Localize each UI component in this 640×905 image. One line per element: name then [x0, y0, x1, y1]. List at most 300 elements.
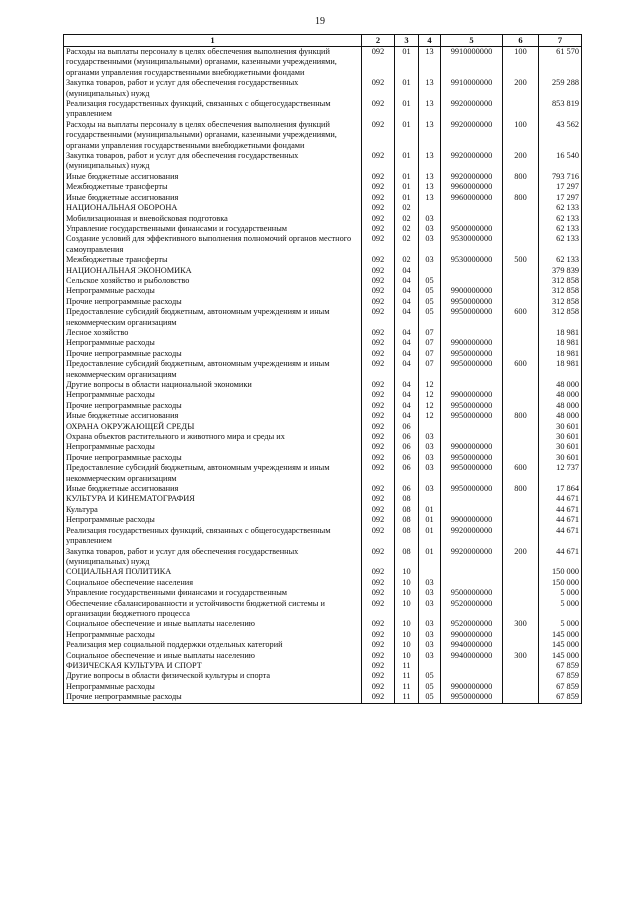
expense-type-code [503, 599, 539, 620]
amount: 62 133 [539, 255, 582, 265]
expense-type-code [503, 515, 539, 525]
amount: 18 981 [539, 359, 582, 380]
table-row [64, 182, 582, 192]
section-code: 10 [395, 588, 419, 598]
expense-type-code [503, 671, 539, 681]
expense-type-code [503, 214, 539, 224]
target-article-code: 9500000000 [441, 224, 503, 234]
table-row [64, 338, 582, 348]
table-row [64, 588, 582, 598]
section-code: 06 [395, 484, 419, 494]
row-name: Прочие непрограммные расходы [64, 453, 362, 463]
target-article-code: 9900000000 [441, 630, 503, 640]
subsection-code: 05 [419, 692, 441, 703]
section-code: 01 [395, 78, 419, 99]
amount: 379 839 [539, 266, 582, 276]
expense-type-code [503, 99, 539, 120]
table-row [64, 619, 582, 629]
section-code: 02 [395, 214, 419, 224]
amount: 43 562 [539, 120, 582, 151]
amount: 67 859 [539, 692, 582, 703]
row-name: Непрограммные расходы [64, 286, 362, 296]
row-name: Социальное обеспечение населения [64, 578, 362, 588]
section-code: 10 [395, 640, 419, 650]
section-code: 11 [395, 671, 419, 681]
expense-type-code [503, 682, 539, 692]
expense-type-code [503, 494, 539, 504]
row-name: Управление государственными финансами и государственным [64, 224, 362, 234]
table-row [64, 172, 582, 182]
table-row [64, 411, 582, 421]
amount: 145 000 [539, 640, 582, 650]
target-article-code: 9500000000 [441, 588, 503, 598]
dept-code: 092 [362, 349, 395, 359]
subsection-code: 03 [419, 588, 441, 598]
section-code: 08 [395, 505, 419, 515]
table-row [64, 380, 582, 390]
table-row [64, 661, 582, 671]
row-name: Предоставление субсидий бюджетным, автономным учреждениям и иным некоммерческим организациям [64, 359, 362, 380]
dept-code: 092 [362, 338, 395, 348]
expense-type-code: 600 [503, 463, 539, 484]
subsection-code: 13 [419, 78, 441, 99]
dept-code: 092 [362, 619, 395, 629]
target-article-code [441, 661, 503, 671]
row-name: Прочие непрограммные расходы [64, 349, 362, 359]
dept-code: 092 [362, 411, 395, 421]
target-article-code [441, 276, 503, 286]
amount: 17 297 [539, 182, 582, 192]
amount: 44 671 [539, 515, 582, 525]
expense-type-code: 200 [503, 151, 539, 172]
section-code: 04 [395, 266, 419, 276]
row-name: Закупка товаров, работ и услуг для обеспечения государственных (муниципальных) нужд [64, 151, 362, 172]
column-header: 3 [395, 35, 419, 47]
target-article-code: 9920000000 [441, 526, 503, 547]
section-code: 10 [395, 619, 419, 629]
section-code: 02 [395, 203, 419, 213]
row-name: Иные бюджетные ассигнования [64, 172, 362, 182]
table-row [64, 193, 582, 203]
subsection-code: 03 [419, 640, 441, 650]
target-article-code: 9900000000 [441, 515, 503, 525]
subsection-code: 03 [419, 651, 441, 661]
amount: 48 000 [539, 380, 582, 390]
table-row [64, 276, 582, 286]
expense-type-code [503, 692, 539, 703]
amount: 62 133 [539, 214, 582, 224]
amount: 5 000 [539, 588, 582, 598]
target-article-code: 9950000000 [441, 307, 503, 328]
subsection-code [419, 422, 441, 432]
expense-type-code: 200 [503, 547, 539, 568]
table-row [64, 484, 582, 494]
target-article-code [441, 505, 503, 515]
table-row [64, 682, 582, 692]
row-name: Культура [64, 505, 362, 515]
section-code: 10 [395, 599, 419, 620]
target-article-code: 9530000000 [441, 255, 503, 265]
table-row [64, 630, 582, 640]
amount: 67 859 [539, 661, 582, 671]
expense-type-code [503, 266, 539, 276]
row-name: Социальное обеспечение и иные выплаты населению [64, 651, 362, 661]
table-row [64, 401, 582, 411]
target-article-code: 9950000000 [441, 359, 503, 380]
dept-code: 092 [362, 401, 395, 411]
subsection-code: 01 [419, 526, 441, 547]
expense-type-code [503, 453, 539, 463]
table-row [64, 120, 582, 151]
subsection-code: 05 [419, 307, 441, 328]
expense-type-code: 800 [503, 193, 539, 203]
row-name: Закупка товаров, работ и услуг для обеспечения государственных (муниципальных) нужд [64, 78, 362, 99]
dept-code: 092 [362, 505, 395, 515]
table-row [64, 78, 582, 99]
dept-code: 092 [362, 151, 395, 172]
section-code: 10 [395, 651, 419, 661]
dept-code: 092 [362, 203, 395, 213]
section-code: 10 [395, 630, 419, 640]
table-row [64, 671, 582, 681]
section-code: 04 [395, 359, 419, 380]
subsection-code: 13 [419, 47, 441, 79]
expense-type-code [503, 224, 539, 234]
dept-code: 092 [362, 255, 395, 265]
expense-type-code: 100 [503, 120, 539, 151]
amount: 5 000 [539, 599, 582, 620]
expense-type-code [503, 442, 539, 452]
section-code: 08 [395, 526, 419, 547]
amount: 67 859 [539, 682, 582, 692]
row-name: Управление государственными финансами и государственным [64, 588, 362, 598]
table-row [64, 307, 582, 328]
expense-type-code [503, 588, 539, 598]
table-row [64, 463, 582, 484]
subsection-code: 13 [419, 120, 441, 151]
table-row [64, 99, 582, 120]
section-code: 02 [395, 224, 419, 234]
target-article-code: 9520000000 [441, 599, 503, 620]
target-article-code: 9960000000 [441, 182, 503, 192]
expense-type-code: 800 [503, 484, 539, 494]
expense-type-code: 200 [503, 78, 539, 99]
target-article-code: 9900000000 [441, 286, 503, 296]
dept-code: 092 [362, 682, 395, 692]
dept-code: 092 [362, 120, 395, 151]
amount: 18 981 [539, 349, 582, 359]
target-article-code: 9920000000 [441, 120, 503, 151]
row-name: ФИЗИЧЕСКАЯ КУЛЬТУРА И СПОРТ [64, 661, 362, 671]
target-article-code [441, 578, 503, 588]
row-name: ОХРАНА ОКРУЖАЮЩЕЙ СРЕДЫ [64, 422, 362, 432]
section-code: 04 [395, 307, 419, 328]
target-article-code [441, 380, 503, 390]
expense-type-code [503, 203, 539, 213]
row-name: Реализация государственных функций, связанных с общегосударственным управлением [64, 99, 362, 120]
row-name: НАЦИОНАЛЬНАЯ ЭКОНОМИКА [64, 266, 362, 276]
dept-code: 092 [362, 276, 395, 286]
subsection-code: 05 [419, 682, 441, 692]
subsection-code: 13 [419, 193, 441, 203]
target-article-code: 9900000000 [441, 338, 503, 348]
table-row [64, 286, 582, 296]
row-name: Расходы на выплаты персоналу в целях обеспечения выполнения функций государственными (муниципальными) органами, казенными учреждениями, органами управления государственными внебюджетными фондами [64, 47, 362, 79]
dept-code: 092 [362, 78, 395, 99]
table-row [64, 328, 582, 338]
table-row [64, 453, 582, 463]
expense-type-code: 800 [503, 172, 539, 182]
amount: 312 858 [539, 307, 582, 328]
section-code: 04 [395, 286, 419, 296]
dept-code: 092 [362, 297, 395, 307]
target-article-code: 9900000000 [441, 682, 503, 692]
row-name: Межбюджетные трансферты [64, 255, 362, 265]
amount: 30 601 [539, 432, 582, 442]
section-code: 06 [395, 422, 419, 432]
target-article-code: 9910000000 [441, 78, 503, 99]
section-code: 06 [395, 453, 419, 463]
target-article-code: 9940000000 [441, 651, 503, 661]
table-header-row [64, 35, 582, 47]
expense-type-code [503, 567, 539, 577]
section-code: 01 [395, 193, 419, 203]
dept-code: 092 [362, 99, 395, 120]
dept-code: 092 [362, 266, 395, 276]
dept-code: 092 [362, 671, 395, 681]
amount: 312 858 [539, 297, 582, 307]
target-article-code [441, 203, 503, 213]
target-article-code [441, 567, 503, 577]
dept-code: 092 [362, 47, 395, 79]
section-code: 11 [395, 661, 419, 671]
table-row [64, 255, 582, 265]
dept-code: 092 [362, 286, 395, 296]
row-name: Непрограммные расходы [64, 630, 362, 640]
expense-type-code [503, 297, 539, 307]
row-name: Иные бюджетные ассигнования [64, 193, 362, 203]
subsection-code [419, 266, 441, 276]
row-name: Непрограммные расходы [64, 390, 362, 400]
table-row [64, 578, 582, 588]
expense-type-code [503, 661, 539, 671]
subsection-code: 07 [419, 359, 441, 380]
table-row [64, 349, 582, 359]
amount: 17 297 [539, 193, 582, 203]
target-article-code: 9950000000 [441, 411, 503, 421]
amount: 67 859 [539, 671, 582, 681]
expense-type-code [503, 630, 539, 640]
section-code: 06 [395, 442, 419, 452]
section-code: 06 [395, 432, 419, 442]
subsection-code [419, 203, 441, 213]
column-header: 7 [539, 35, 582, 47]
row-name: Непрограммные расходы [64, 338, 362, 348]
amount: 62 133 [539, 224, 582, 234]
subsection-code [419, 494, 441, 504]
target-article-code: 9950000000 [441, 453, 503, 463]
section-code: 01 [395, 172, 419, 182]
dept-code: 092 [362, 193, 395, 203]
row-name: Иные бюджетные ассигнования [64, 484, 362, 494]
subsection-code: 03 [419, 224, 441, 234]
expense-type-code [503, 526, 539, 547]
column-header: 6 [503, 35, 539, 47]
table-row [64, 390, 582, 400]
target-article-code [441, 214, 503, 224]
subsection-code [419, 567, 441, 577]
table-row [64, 203, 582, 213]
dept-code: 092 [362, 224, 395, 234]
amount: 48 000 [539, 390, 582, 400]
dept-code: 092 [362, 172, 395, 182]
amount: 16 540 [539, 151, 582, 172]
section-code: 01 [395, 120, 419, 151]
table-row [64, 651, 582, 661]
row-name: Создание условий для эффективного выполнения полномочий органов местного самоуправления [64, 234, 362, 255]
dept-code: 092 [362, 661, 395, 671]
amount: 853 819 [539, 99, 582, 120]
dept-code: 092 [362, 588, 395, 598]
page-number: 19 [315, 16, 325, 27]
row-name: Реализация мер социальной поддержки отдельных категорий [64, 640, 362, 650]
expense-type-code: 300 [503, 619, 539, 629]
expense-type-code [503, 578, 539, 588]
target-article-code: 9920000000 [441, 151, 503, 172]
table-row [64, 297, 582, 307]
dept-code: 092 [362, 328, 395, 338]
subsection-code: 05 [419, 671, 441, 681]
subsection-code: 03 [419, 432, 441, 442]
subsection-code: 03 [419, 630, 441, 640]
dept-code: 092 [362, 390, 395, 400]
target-article-code [441, 266, 503, 276]
row-name: Социальное обеспечение и иные выплаты населению [64, 619, 362, 629]
target-article-code: 9950000000 [441, 692, 503, 703]
subsection-code: 01 [419, 515, 441, 525]
expense-type-code [503, 380, 539, 390]
amount: 44 671 [539, 547, 582, 568]
expense-type-code [503, 640, 539, 650]
table-body [64, 47, 582, 704]
target-article-code [441, 328, 503, 338]
table-row [64, 599, 582, 620]
target-article-code [441, 494, 503, 504]
target-article-code: 9950000000 [441, 463, 503, 484]
table-row [64, 692, 582, 703]
table-row [64, 494, 582, 504]
row-name: Другие вопросы в области национальной экономики [64, 380, 362, 390]
row-name: Непрограммные расходы [64, 515, 362, 525]
subsection-code: 13 [419, 182, 441, 192]
subsection-code: 03 [419, 234, 441, 255]
amount: 17 864 [539, 484, 582, 494]
expense-type-code [503, 182, 539, 192]
expense-type-code [503, 234, 539, 255]
amount: 18 981 [539, 328, 582, 338]
dept-code: 092 [362, 651, 395, 661]
table-row [64, 224, 582, 234]
expense-type-code: 600 [503, 359, 539, 380]
row-name: Сельское хозяйство и рыболовство [64, 276, 362, 286]
section-code: 04 [395, 411, 419, 421]
row-name: Расходы на выплаты персоналу в целях обеспечения выполнения функций государственными (муниципальными) органами, казенными учреждениями, органами управления государственными внебюджетными фондами [64, 120, 362, 151]
section-code: 04 [395, 390, 419, 400]
subsection-code: 03 [419, 578, 441, 588]
target-article-code: 9960000000 [441, 193, 503, 203]
subsection-code: 12 [419, 411, 441, 421]
budget-table [63, 34, 582, 704]
target-article-code: 9950000000 [441, 349, 503, 359]
expense-type-code [503, 422, 539, 432]
row-name: Непрограммные расходы [64, 682, 362, 692]
dept-code: 092 [362, 526, 395, 547]
expense-type-code: 600 [503, 307, 539, 328]
dept-code: 092 [362, 463, 395, 484]
section-code: 08 [395, 515, 419, 525]
row-name: Прочие непрограммные расходы [64, 297, 362, 307]
amount: 44 671 [539, 494, 582, 504]
section-code: 01 [395, 99, 419, 120]
amount: 312 858 [539, 276, 582, 286]
target-article-code: 9950000000 [441, 401, 503, 411]
row-name: Предоставление субсидий бюджетным, автономным учреждениям и иным некоммерческим организациям [64, 307, 362, 328]
section-code: 08 [395, 547, 419, 568]
amount: 30 601 [539, 422, 582, 432]
expense-type-code: 100 [503, 47, 539, 79]
row-name: Мобилизационная и вневойсковая подготовка [64, 214, 362, 224]
amount: 12 737 [539, 463, 582, 484]
expense-type-code [503, 328, 539, 338]
table-row [64, 214, 582, 224]
target-article-code: 9900000000 [441, 390, 503, 400]
amount: 5 000 [539, 619, 582, 629]
target-article-code: 9920000000 [441, 172, 503, 182]
target-article-code: 9950000000 [441, 297, 503, 307]
dept-code: 092 [362, 578, 395, 588]
row-name: Другие вопросы в области физической культуры и спорта [64, 671, 362, 681]
target-article-code: 9900000000 [441, 442, 503, 452]
subsection-code: 12 [419, 401, 441, 411]
column-header: 2 [362, 35, 395, 47]
section-code: 10 [395, 578, 419, 588]
dept-code: 092 [362, 422, 395, 432]
expense-type-code: 300 [503, 651, 539, 661]
amount: 18 981 [539, 338, 582, 348]
table-row [64, 359, 582, 380]
dept-code: 092 [362, 567, 395, 577]
target-article-code: 9520000000 [441, 619, 503, 629]
section-code: 11 [395, 682, 419, 692]
dept-code: 092 [362, 307, 395, 328]
subsection-code: 13 [419, 151, 441, 172]
amount: 145 000 [539, 630, 582, 640]
table-row [64, 547, 582, 568]
table-row [64, 266, 582, 276]
dept-code: 092 [362, 692, 395, 703]
expense-type-code [503, 338, 539, 348]
target-article-code: 9920000000 [441, 99, 503, 120]
subsection-code: 05 [419, 286, 441, 296]
row-name: Лесное хозяйство [64, 328, 362, 338]
row-name: КУЛЬТУРА И КИНЕМАТОГРАФИЯ [64, 494, 362, 504]
section-code: 04 [395, 338, 419, 348]
dept-code: 092 [362, 630, 395, 640]
amount: 145 000 [539, 651, 582, 661]
dept-code: 092 [362, 234, 395, 255]
row-name: Предоставление субсидий бюджетным, автономным учреждениям и иным некоммерческим организациям [64, 463, 362, 484]
column-header: 4 [419, 35, 441, 47]
